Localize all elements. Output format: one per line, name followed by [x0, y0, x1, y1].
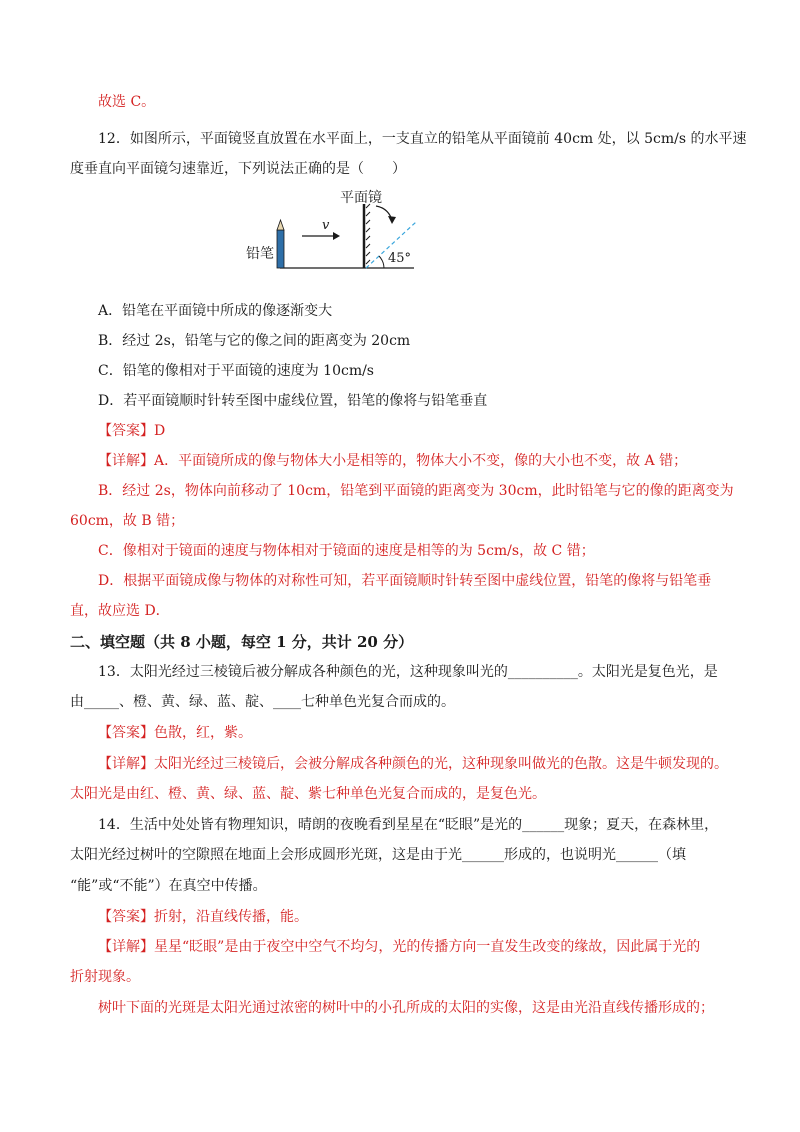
- question-12-line: 12．如图所示，平面镜竖直放置在水平面上，一支直立的铅笔从平面镜前 40cm 处，以 5cm/s 的水平速: [98, 131, 747, 147]
- explanation-line: D．根据平面镜成像与物体的对称性可知，若平面镜顺时针转至图中虚线位置，铅笔的像将与铅笔垂: [98, 573, 712, 589]
- velocity-label: v: [322, 218, 330, 233]
- section-heading: 二、填空题（共 8 小题，每空 1 分，共计 20 分）: [70, 633, 414, 651]
- explanation-line: 直，故应选 D．: [70, 603, 170, 619]
- option-c: C．铅笔的像相对于平面镜的速度为 10cm/s: [98, 363, 374, 379]
- explanation-line: 太阳光是由红、橙、黄、绿、蓝、靛、紫七种单色光复合而成的，是复色光。: [70, 786, 546, 802]
- answer-line: 【答案】D: [98, 423, 166, 439]
- explanation-line: 【详解】星星“眨眼”是由于夜空中空气不均匀，光的传播方向一直发生改变的缘故，因此属于光的: [98, 939, 701, 955]
- rotation-arrowhead: [388, 216, 396, 224]
- question-13-line: 由_____、橙、黄、绿、蓝、靛、____七种单色光复合而成的。: [70, 694, 455, 710]
- question-14-line: “能”或“不能”）在真空中传播。: [70, 878, 267, 894]
- option-a: A．铅笔在平面镜中所成的像逐渐变大: [98, 303, 333, 319]
- angle-label: 45°: [388, 251, 412, 266]
- question-14-line: 14．生活中处处皆有物理知识，晴朗的夜晚看到星星在“眨眼”是光的______现象；夏天，在森林里，: [98, 817, 719, 833]
- explanation-line: 【详解】太阳光经过三棱镜后，会被分解成各种颜色的光，这种现象叫做光的色散。这是牛顿发现的。: [98, 756, 728, 772]
- explanation-line: 【详解】A．平面镜所成的像与物体大小是相等的，物体大小不变，像的大小也不变，故 A 错；: [98, 453, 688, 469]
- angle-arc: [379, 256, 384, 268]
- pencil-tip: [277, 220, 284, 230]
- explanation-line: C．像相对于镜面的速度与物体相对于镜面的速度是相等的为 5cm/s，故 C 错；: [98, 543, 595, 559]
- pencil-body: [277, 230, 284, 268]
- answer-line: 【答案】色散，红，紫。: [98, 725, 252, 741]
- option-b: B．经过 2s，铅笔与它的像之间的距离变为 20cm: [98, 333, 411, 349]
- mirror-hatching: [366, 204, 370, 264]
- question-14-line: 太阳光经过树叶的空隙照在地面上会形成圆形光斑，这是由于光______形成的，也说明光______（填: [70, 847, 686, 863]
- question-12-line: 度垂直向平面镜匀速靠近，下列说法正确的是（ ）: [70, 161, 406, 177]
- explanation-line: 折射现象。: [70, 969, 140, 985]
- question-13-line: 13．太阳光经过三棱镜后被分解成各种颜色的光，这种现象叫光的__________。太阳光是复色光，是: [98, 664, 718, 680]
- pencil-label: 铅笔: [246, 246, 274, 262]
- text-line: 故选 C。: [98, 94, 156, 110]
- velocity-arrowhead: [333, 232, 340, 240]
- option-d: D．若平面镜顺时针转至图中虚线位置，铅笔的像将与铅笔垂直: [98, 393, 488, 409]
- mirror-pencil-diagram: [240, 186, 430, 276]
- explanation-line: 60cm，故 B 错；: [70, 513, 185, 529]
- mirror-label: 平面镜: [340, 190, 382, 206]
- explanation-line: B．经过 2s，物体向前移动了 10cm，铅笔到平面镜的距离变为 30cm，此时铅笔与它的像的距离变为: [98, 483, 734, 499]
- answer-line: 【答案】折射，沿直线传播，能。: [98, 909, 308, 925]
- explanation-line: 树叶下面的光斑是太阳光通过浓密的树叶中的小孔所成的太阳的实像，这是由光沿直线传播形成的；: [98, 1000, 714, 1016]
